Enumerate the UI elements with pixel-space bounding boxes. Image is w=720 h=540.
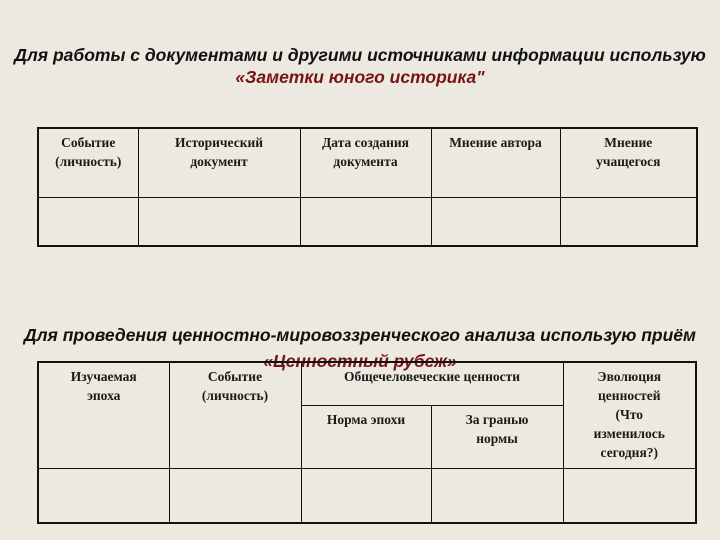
table-cell[interactable] — [38, 197, 138, 246]
header-studied-epoch — [38, 362, 169, 468]
table-row — [38, 468, 696, 523]
header-event — [169, 362, 301, 468]
header-epoch-norm-line1: Норма эпохи — [326, 411, 406, 427]
section1-heading-accent: «Заметки юного историка" — [235, 67, 485, 87]
header-event-line2: (личность) — [55, 154, 122, 169]
section1-heading — [0, 44, 720, 88]
header-values-evolution-line4: изменилось — [593, 426, 665, 441]
table-cell[interactable] — [563, 468, 696, 523]
header-event-line1: Событие — [207, 369, 263, 384]
table-cell[interactable] — [301, 468, 431, 523]
header-historical-document-line1: Исторический — [174, 135, 264, 150]
table-cell[interactable] — [560, 197, 697, 246]
header-student-opinion-line2: учащегося — [596, 154, 661, 169]
table-cell[interactable] — [169, 468, 301, 523]
header-beyond-norm-line1: За гранью — [465, 411, 529, 427]
header-creation-date — [300, 128, 431, 197]
header-creation-date-line2: документа — [333, 154, 398, 169]
table-cell[interactable] — [431, 197, 560, 246]
header-beyond-norm — [431, 405, 563, 468]
table-row — [38, 197, 697, 246]
header-historical-document-line2: документ — [190, 154, 248, 169]
header-beyond-norm-line2: нормы — [476, 430, 518, 446]
section2-heading-line1: Для проведения ценностно-мировоззренческого анализа использую приём — [24, 325, 696, 345]
section1-heading-line1: Для работы с документами и другими источниками информации использую — [14, 45, 706, 65]
header-values-evolution-line3: (Что — [615, 407, 644, 422]
header-student-opinion — [560, 128, 697, 197]
header-author-opinion — [431, 128, 560, 197]
header-values-evolution-line2: ценностей — [598, 388, 661, 403]
header-studied-epoch-line1: Изучаемая — [70, 369, 137, 384]
table-cell[interactable] — [38, 468, 169, 523]
header-values-evolution-line5: сегодня?) — [600, 445, 658, 460]
section2-heading-accent: «Ценностный рубеж» — [263, 351, 457, 371]
header-values-evolution — [563, 362, 696, 468]
header-event-line1: Событие — [61, 135, 116, 150]
header-event-line2: (личность) — [201, 388, 269, 403]
historian-notes-table — [37, 127, 698, 247]
header-universal-values: Общечеловеческие ценности — [301, 362, 563, 405]
table-header-row — [38, 362, 696, 405]
value-frontier-table — [37, 361, 697, 524]
header-student-opinion-line1: Мнение — [604, 135, 653, 150]
table-header-row — [38, 128, 697, 197]
table-cell[interactable] — [138, 197, 300, 246]
header-historical-document — [138, 128, 300, 197]
table-cell[interactable] — [300, 197, 431, 246]
header-creation-date-line1: Дата создания — [322, 135, 409, 150]
header-author-opinion-line1: Мнение автора — [449, 135, 542, 150]
header-event — [38, 128, 138, 197]
header-values-evolution-line1: Эволюция — [597, 369, 662, 384]
table-cell[interactable] — [431, 468, 563, 523]
header-epoch-norm — [301, 405, 431, 468]
header-studied-epoch-line2: эпоха — [87, 388, 121, 403]
